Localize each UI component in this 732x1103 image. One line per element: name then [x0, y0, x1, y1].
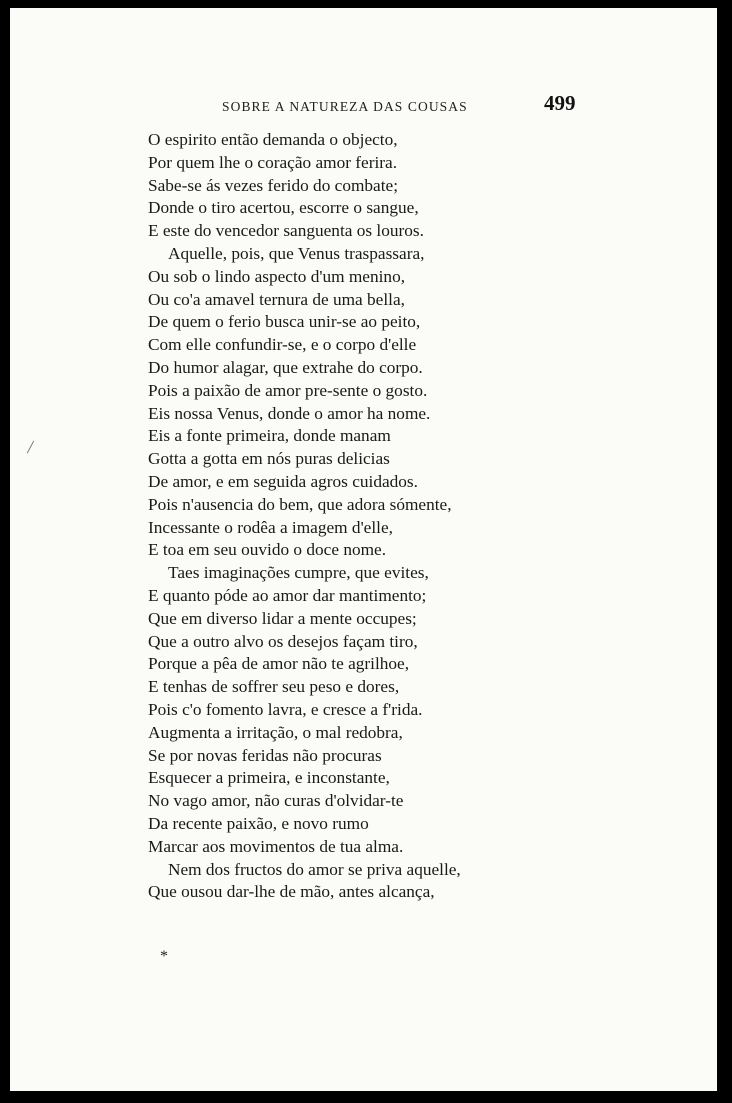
stray-mark — [27, 441, 34, 454]
verse-line: Que a outro alvo os desejos façam tiro, — [148, 631, 418, 651]
verse-line: De quem o ferio busca unir-se ao peito, — [148, 312, 421, 332]
verse-line: O espirito então demanda o objecto, — [148, 130, 398, 149]
verse-line: De amor, e em seguida agros cuidados. — [148, 471, 418, 491]
verse-line: Se por novas feridas não procuras — [148, 745, 382, 765]
verse-line: E quanto póde ao amor dar mantimento; — [148, 585, 427, 605]
verse-line: Do humor alagar, que extrahe do corpo. — [148, 357, 423, 377]
verse-line: Donde o tiro acertou, escorre o sangue, — [148, 198, 419, 218]
verse-line: Eis nossa Venus, donde o amor ha nome. — [148, 403, 431, 423]
verse-line: Nem dos fructos do amor se priva aquelle, — [168, 859, 461, 879]
footer-mark: * — [160, 948, 168, 965]
verse-line: Ou co'a amavel ternura de uma bella, — [148, 289, 405, 309]
verse-line: No vago amor, não curas d'olvidar-te — [148, 791, 404, 811]
verse-line: Aquelle, pois, que Venus traspassara, — [168, 243, 425, 263]
verse-line: Incessante o rodêa a imagem d'elle, — [148, 517, 393, 537]
verse-line: Que ousou dar-lhe de mão, antes alcança, — [148, 882, 435, 902]
verse-line: E este do vencedor sanguenta os louros. — [148, 221, 424, 241]
book-page — [10, 8, 717, 1091]
verse-line: Porque a pêa de amor não te agrilhoe, — [148, 654, 410, 674]
verse-line: Augmenta a irritação, o mal redobra, — [148, 722, 403, 742]
page-header — [10, 91, 717, 121]
running-title: SOBRE A NATUREZA DAS COUSAS — [222, 99, 468, 114]
verse-line: E toa em seu ouvido o doce nome. — [148, 540, 387, 560]
verse-line: Taes imaginações cumpre, que evites, — [168, 563, 429, 583]
verse-line: Eis a fonte primeira, donde manam — [148, 426, 391, 446]
verse-line: Esquecer a primeira, e inconstante, — [148, 768, 390, 788]
verse-line: Da recente paixão, e novo rumo — [148, 813, 369, 833]
verse-line: Pois a paixão de amor pre-sente o gosto. — [148, 380, 428, 400]
verse-line: Com elle confundir-se, e o corpo d'elle — [148, 335, 417, 355]
verse-line: Sabe-se ás vezes ferido do combate; — [148, 175, 398, 195]
verse-line: Ou sob o lindo aspecto d'um menino, — [148, 266, 406, 286]
verse-line: Pois c'o fomento lavra, e cresce a f'rida. — [148, 699, 423, 719]
poem-body — [148, 129, 568, 904]
page-number: 499 — [544, 91, 576, 115]
verse-line: Pois n'ausencia do bem, que adora sómente, — [148, 494, 452, 514]
verse-line: Gotta a gotta em nós puras delicias — [148, 449, 390, 469]
verse-line: E tenhas de soffrer seu peso e dores, — [148, 677, 400, 697]
verse-line: Marcar aos movimentos de tua alma. — [148, 836, 404, 856]
verse-line: Que em diverso lidar a mente occupes; — [148, 608, 417, 628]
verse-line: Por quem lhe o coração amor ferira. — [148, 152, 398, 172]
